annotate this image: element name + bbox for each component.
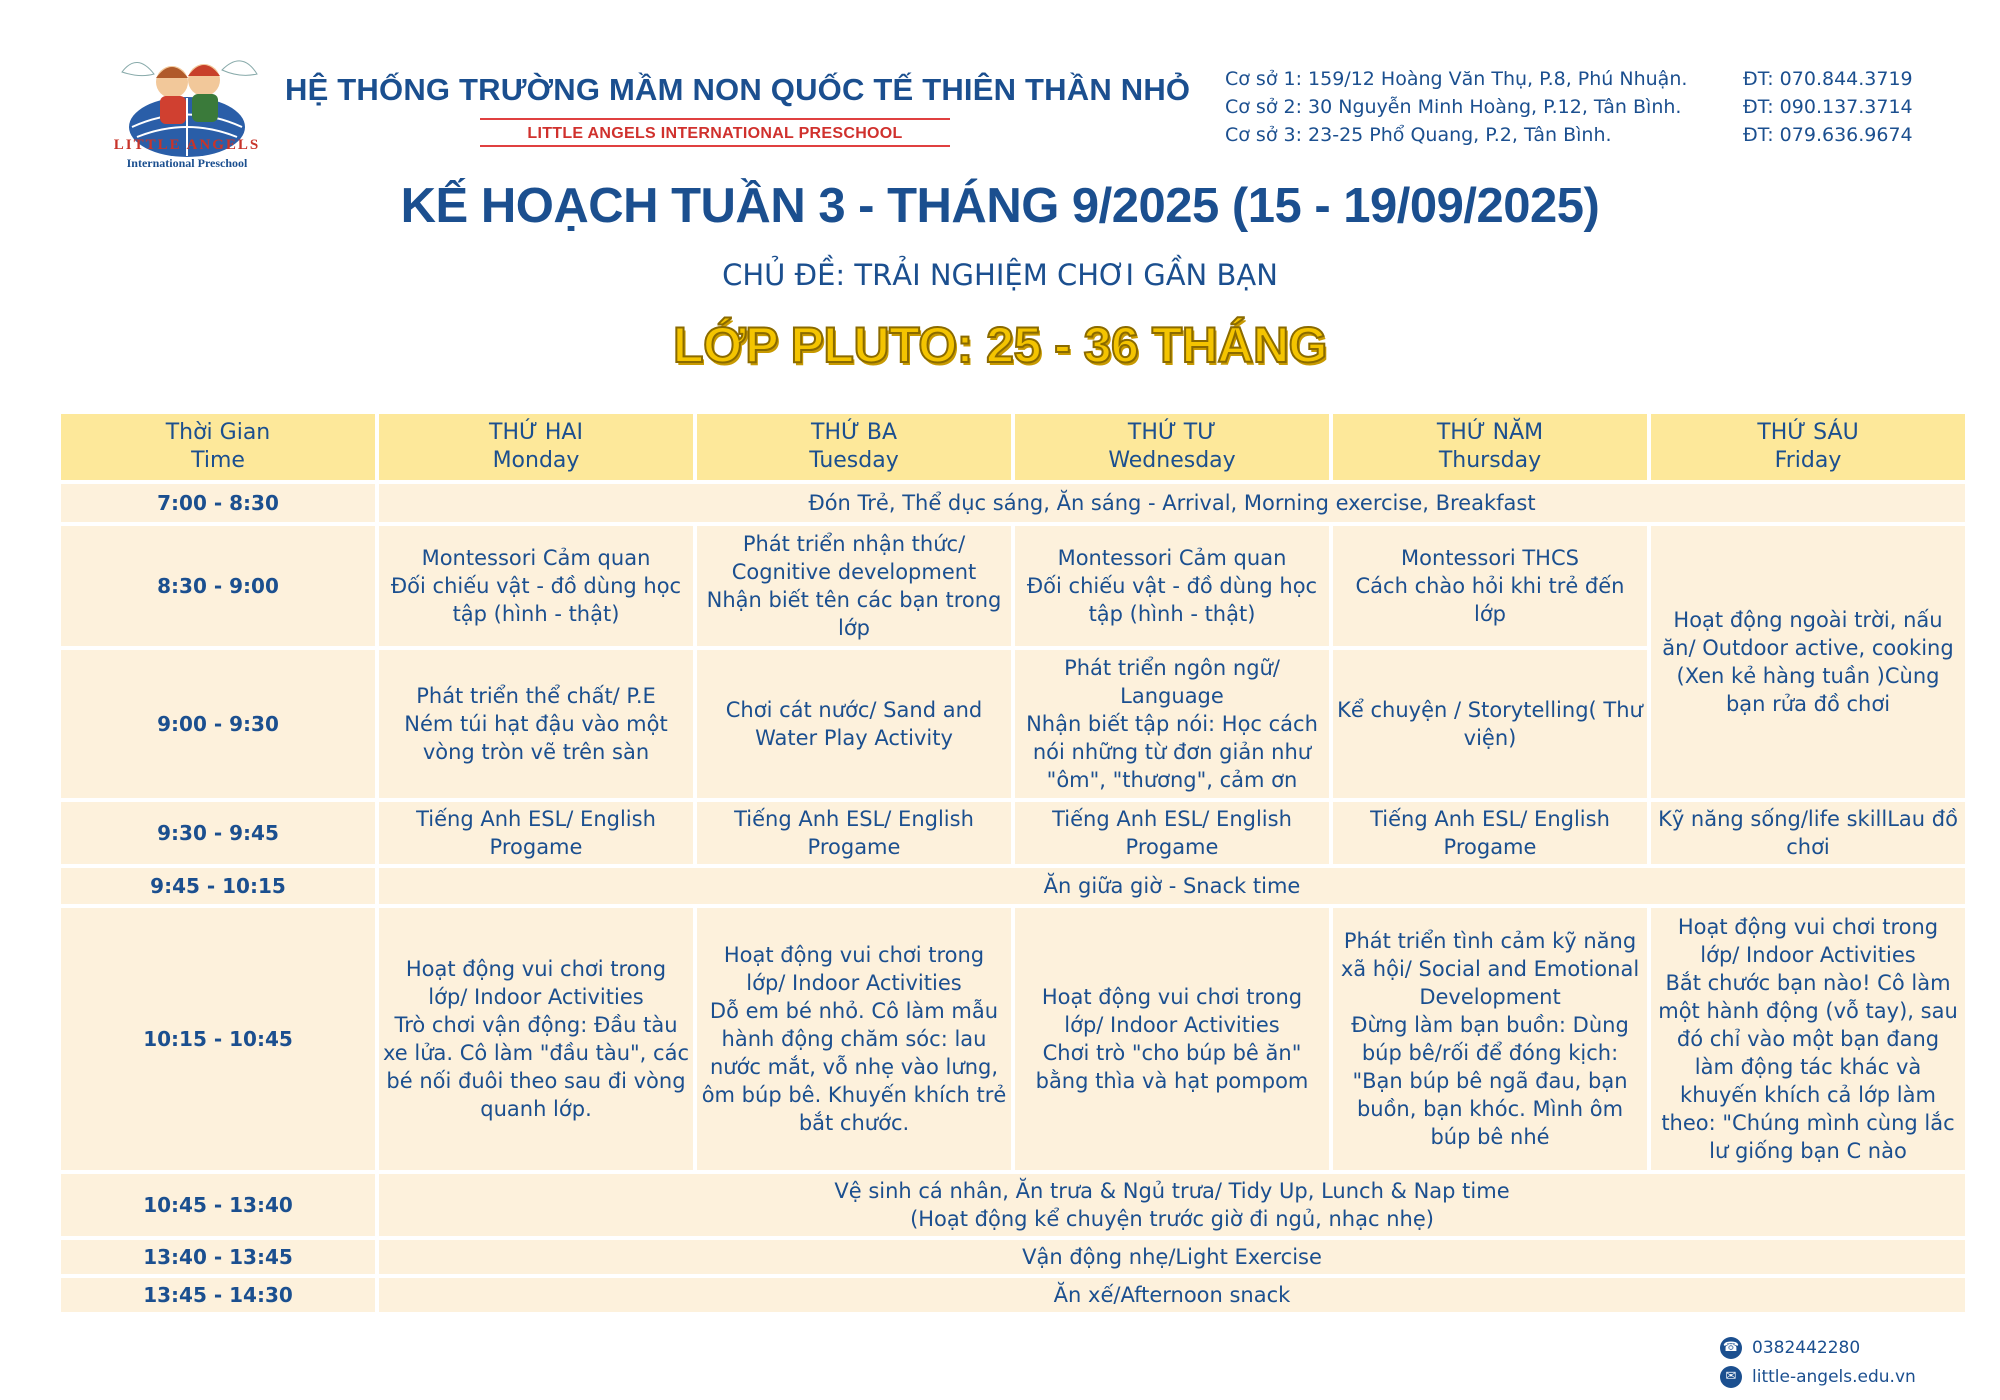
school-name-vi: HỆ THỐNG TRƯỜNG MẦM NON QUỐC TẾ THIÊN THẦN NHỎ (285, 72, 1191, 107)
activity-cell-wednesday: Hoạt động vui chơi trong lớp/ Indoor Activities Chơi trò "cho búp bê ăn" bằng thìa và hạt pompom (1015, 908, 1329, 1170)
school-name-en-box (480, 118, 950, 147)
footer-website[interactable] (1720, 1362, 1916, 1391)
campus-phone: ĐT: 079.636.9674 (1743, 124, 1913, 146)
campus-phone: ĐT: 090.137.3714 (1743, 96, 1913, 118)
activity-cell-thursday: Tiếng Anh ESL/ English Progame (1333, 802, 1647, 864)
activity-cell-tuesday: Tiếng Anh ESL/ English Progame (697, 802, 1011, 864)
plan-subtitle: CHỦ ĐỀ: TRẢI NGHIỆM CHƠI GẦN BẠN (722, 258, 1278, 292)
header-tuesday: THỨ BA Tuesday (697, 414, 1011, 480)
footer-phone[interactable] (1720, 1333, 1916, 1362)
table-row (61, 868, 1965, 904)
time-cell: 9:00 - 9:30 (61, 650, 375, 798)
campus-phone: ĐT: 070.844.3719 (1743, 68, 1913, 90)
activity-cell-all-days: Ăn xế/Afternoon snack (379, 1278, 1965, 1312)
activity-cell-wednesday: Tiếng Anh ESL/ English Progame (1015, 802, 1329, 864)
school-logo (92, 32, 282, 177)
time-cell: 7:00 - 8:30 (61, 484, 375, 522)
time-cell: 13:40 - 13:45 (61, 1240, 375, 1274)
campus-label: Cơ sở 1: (1225, 68, 1302, 90)
table-row (61, 802, 1965, 864)
school-name-en: LITTLE ANGELS INTERNATIONAL PRESCHOOL (527, 125, 903, 142)
footer-phone-number: 0382442280 (1752, 1337, 1861, 1358)
school-header (285, 72, 1191, 147)
time-cell: 10:45 - 13:40 (61, 1174, 375, 1236)
time-cell: 9:45 - 10:15 (61, 868, 375, 904)
activity-cell-monday: Montessori Cảm quan Đối chiếu vật - đồ dùng học tập (hình - thật) (379, 526, 693, 646)
campus-label: Cơ sở 2: (1225, 96, 1302, 118)
activity-cell-friday: Hoạt động vui chơi trong lớp/ Indoor Activities Bắt chước bạn nào! Cô làm một hành động (vỗ tay), sau đó chỉ vào một bạn đang làm động tác khác và khuyến khích cả lớp làm theo: "Chúng mình cùng lắc lư giống bạn C nào (1651, 908, 1965, 1170)
mail-icon: ✉ (1720, 1366, 1742, 1388)
table-header-row (61, 414, 1965, 480)
activity-cell-tuesday: Phát triển nhận thức/ Cognitive development Nhận biết tên các bạn trong lớp (697, 526, 1011, 646)
activity-cell-wednesday: Phát triển ngôn ngữ/ Language Nhận biết tập nói: Học cách nói những từ đơn giản như "ôm", "thương", cảm ơn (1015, 650, 1329, 798)
activity-cell-wednesday: Montessori Cảm quan Đối chiếu vật - đồ dùng học tập (hình - thật) (1015, 526, 1329, 646)
table-row (61, 1240, 1965, 1274)
table-row (61, 1174, 1965, 1236)
time-cell: 10:15 - 10:45 (61, 908, 375, 1170)
activity-cell-all-days: Đón Trẻ, Thể dục sáng, Ăn sáng - Arrival, Morning exercise, Breakfast (379, 484, 1965, 522)
weekly-schedule-table (57, 410, 1969, 1316)
header-thursday: THỨ NĂM Thursday (1333, 414, 1647, 480)
campus-address: 159/12 Hoàng Văn Thụ, P.8, Phú Nhuận. (1308, 68, 1688, 90)
activity-cell-thursday: Montessori THCS Cách chào hỏi khi trẻ đến lớp (1333, 526, 1647, 646)
table-row (61, 484, 1965, 522)
table-row (61, 908, 1965, 1170)
campus-row-1 (1225, 65, 1965, 93)
activity-cell-thursday: Kể chuyện / Storytelling( Thư viện) (1333, 650, 1647, 798)
time-cell: 9:30 - 9:45 (61, 802, 375, 864)
time-cell: 13:45 - 14:30 (61, 1278, 375, 1312)
activity-cell-all-days: Ăn giữa giờ - Snack time (379, 868, 1965, 904)
header-time: Thời Gian Time (61, 414, 375, 480)
phone-icon: ☎ (1720, 1337, 1742, 1359)
activity-cell-monday: Hoạt động vui chơi trong lớp/ Indoor Activities Trò chơi vận động: Đầu tàu xe lửa. Cô làm "đầu tàu", các bé nối đuôi theo sau đi vòng quanh lớp. (379, 908, 693, 1170)
class-name: LỚP PLUTO: 25 - 36 THÁNG (673, 317, 1327, 373)
activity-cell-friday: Kỹ năng sống/life skillLau đồ chơi (1651, 802, 1965, 864)
logo-text-2: International Preschool (126, 156, 248, 170)
header-wednesday: THỨ TƯ Wednesday (1015, 414, 1329, 480)
activity-cell-monday: Tiếng Anh ESL/ English Progame (379, 802, 693, 864)
activity-cell-monday: Phát triển thể chất/ P.E Ném túi hạt đậu vào một vòng tròn vẽ trên sàn (379, 650, 693, 798)
campus-address: 23-25 Phổ Quang, P.2, Tân Bình. (1308, 124, 1612, 146)
campus-row-3 (1225, 121, 1965, 149)
campus-list (1225, 65, 1965, 149)
footer-website-url: little-angels.edu.vn (1752, 1366, 1916, 1387)
activity-cell-tuesday: Hoạt động vui chơi trong lớp/ Indoor Activities Dỗ em bé nhỏ. Cô làm mẫu hành động chăm sóc: lau nước mắt, vỗ nhẹ vào lưng, ôm búp bê. Khuyến khích trẻ bắt chước. (697, 908, 1011, 1170)
header-friday: THỨ SÁU Friday (1651, 414, 1965, 480)
activity-cell-tuesday: Chơi cát nước/ Sand and Water Play Activity (697, 650, 1011, 798)
table-row (61, 526, 1965, 646)
footer-contact (1720, 1333, 1916, 1391)
campus-address: 30 Nguyễn Minh Hoàng, P.12, Tân Bình. (1308, 96, 1682, 118)
activity-cell-all-days: Vận động nhẹ/Light Exercise (379, 1240, 1965, 1274)
time-cell: 8:30 - 9:00 (61, 526, 375, 646)
campus-label: Cơ sở 3: (1225, 124, 1302, 146)
campus-row-2 (1225, 93, 1965, 121)
plan-title: KẾ HOẠCH TUẦN 3 - THÁNG 9/2025 (15 - 19/09/2025) (400, 179, 1600, 233)
activity-cell-all-days: Vệ sinh cá nhân, Ăn trưa & Ngủ trưa/ Tidy Up, Lunch & Nap time (Hoạt động kể chuyện trước giờ đi ngủ, nhạc nhẹ) (379, 1174, 1965, 1236)
header-monday: THỨ HAI Monday (379, 414, 693, 480)
activity-cell-thursday: Phát triển tình cảm kỹ năng xã hội/ Social and Emotional Development Đừng làm bạn buồn: Dùng búp bê/rối để đóng kịch: "Bạn búp bê ngã đau, bạn buồn, bạn khóc. Mình ôm búp bê nhé (1333, 908, 1647, 1170)
table-row (61, 1278, 1965, 1312)
logo-text-1: LITTLE ANGELS (113, 137, 261, 153)
activity-cell-friday: Hoạt động ngoài trời, nấu ăn/ Outdoor active, cooking (Xen kẻ hàng tuần )Cùng bạn rửa đồ chơi (1651, 526, 1965, 798)
